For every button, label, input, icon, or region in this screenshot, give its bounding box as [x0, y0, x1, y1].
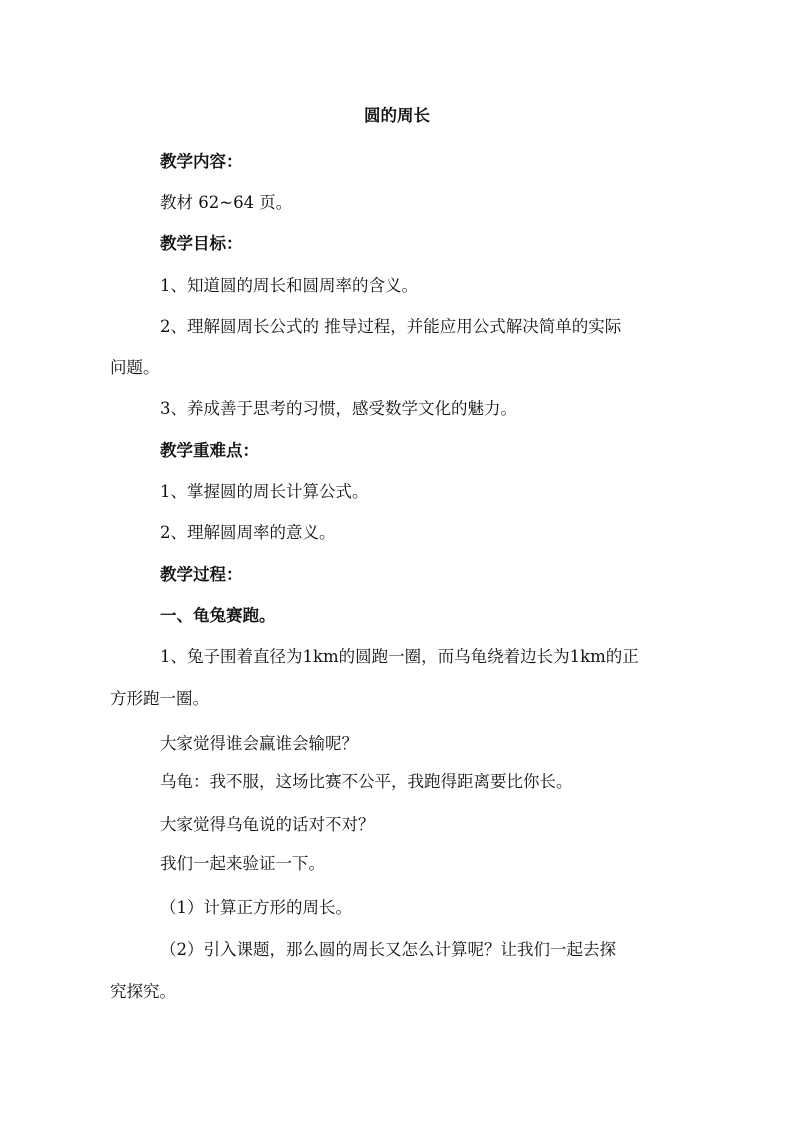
page-title: 圆的周长: [364, 106, 430, 125]
goal-3: 3、养成善于思考的习惯，感受数学文化的魅力。: [160, 399, 517, 418]
turtle-says: 乌龟：我不服，这场比赛不公平，我跑得距离要比你长。: [160, 772, 573, 791]
story-line1: 1、兔子围着直径为1km的圆跑一圈，而乌龟绕着边长为1km的正: [160, 647, 639, 666]
step-1: （1）计算正方形的周长。: [160, 898, 352, 917]
question-1: 大家觉得谁会赢谁会输呢？: [160, 734, 358, 753]
step-2-line2: 究探究。: [110, 982, 176, 1001]
goal-1: 1、知道圆的周长和圆周率的含义。: [160, 276, 418, 295]
goal-2-line1: 2、理解圆周长公式的 推导过程，并能应用公式解决简单的实际: [160, 317, 622, 336]
part-1-heading: 一、龟兔赛跑。: [160, 606, 276, 625]
story-line2: 方形跑一圈。: [110, 689, 209, 708]
key-2: 2、理解圆周率的意义。: [160, 523, 336, 542]
process-heading: 教学过程：: [160, 565, 243, 584]
content-text: 教材 62~64 页。: [160, 193, 293, 212]
question-2: 大家觉得乌龟说的话对不对？: [160, 815, 375, 834]
step-2-line1: （2）引入课题，那么圆的周长又怎么计算呢？让我们一起去探: [160, 940, 616, 959]
verify: 我们一起来验证一下。: [160, 854, 325, 873]
key-heading: 教学重难点：: [160, 441, 259, 460]
goal-2-line2: 问题。: [110, 358, 160, 377]
key-1: 1、掌握圆的周长计算公式。: [160, 482, 369, 501]
goals-heading: 教学目标：: [160, 234, 243, 253]
content-heading: 教学内容：: [160, 152, 243, 171]
